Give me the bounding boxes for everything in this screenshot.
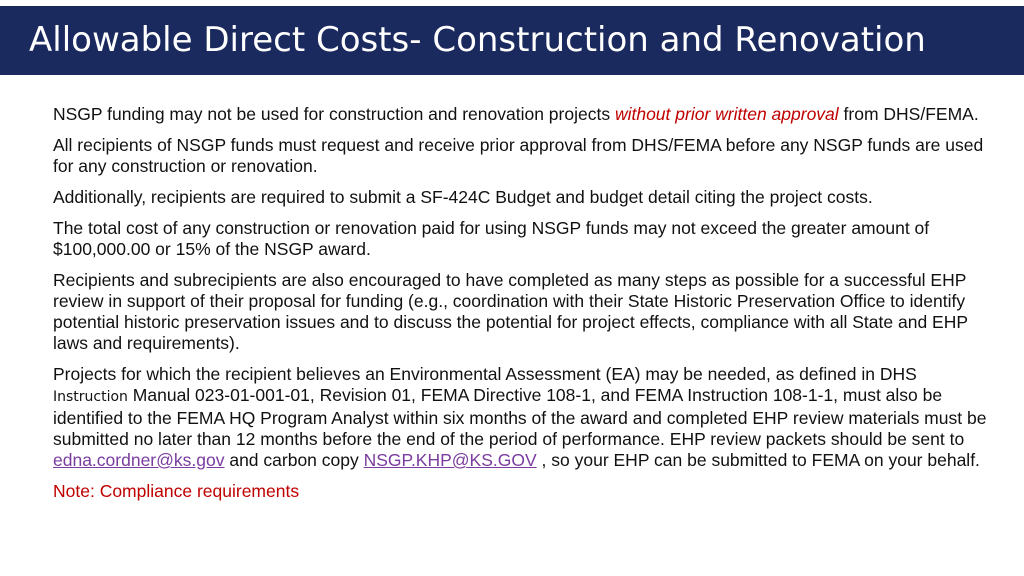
paragraph-ehp-review: Recipients and subrecipients are also encouraged to have completed as many steps as possible for a successful EHP review in support of their proposal for funding (e.g., coordination with their State Historic Preservation Office to identify potential historic preservation issues and to discuss the potential for project effects, compliance with all State and EHP laws and requirements). (53, 270, 968, 353)
paragraph-cost-limit: The total cost of any construction or renovation paid for using NSGP funds may not exceed the greater amount of $100,000.00 or 15% of the NSGP award. (53, 218, 930, 259)
ea-text-2: Manual 023-01-001-01, Revision 01, FEMA Directive 108-1, and FEMA Instruction 108-1-1, must also be identified to the FEMA HQ Program Analyst within six months of the award and completed EHP review materials must be submitted no later than 12 months before the end of the period of performance. EHP review packets should be sent to (53, 385, 987, 449)
title-bar (0, 6, 1024, 75)
ea-text-3: and carbon copy (224, 450, 364, 470)
email-link-edna[interactable]: edna.cordner@ks.gov (53, 450, 225, 470)
paragraph-prior-approval: All recipients of NSGP funds must request and receive prior approval from DHS/FEMA before any NSGP funds are used for any construction or renovation. (53, 135, 984, 176)
ea-instruction-word: Instruction (53, 389, 128, 405)
paragraph-environmental-assessment (53, 364, 993, 471)
compliance-note: Note: Compliance requirements (53, 481, 300, 501)
paragraph-approval-text: NSGP funding may not be used for construction and renovation projects (53, 104, 615, 124)
email-link-nsgp-khp[interactable]: NSGP.KHP@KS.GOV (363, 450, 537, 470)
approval-emphasis: without prior written approval (614, 104, 839, 124)
paragraph-approval-end: from DHS/FEMA. (838, 104, 979, 124)
content-body (53, 104, 993, 502)
paragraph-approval (53, 104, 993, 125)
page-title: Allowable Direct Costs- Construction and Renovation (29, 20, 926, 60)
ea-text-4: , so your EHP can be submitted to FEMA on your behalf. (536, 450, 980, 470)
paragraph-budget: Additionally, recipients are required to submit a SF-424C Budget and budget detail citing the project costs. (53, 187, 873, 207)
ea-text-1: Projects for which the recipient believes an Environmental Assessment (EA) may be needed, as defined in DHS (53, 364, 917, 384)
